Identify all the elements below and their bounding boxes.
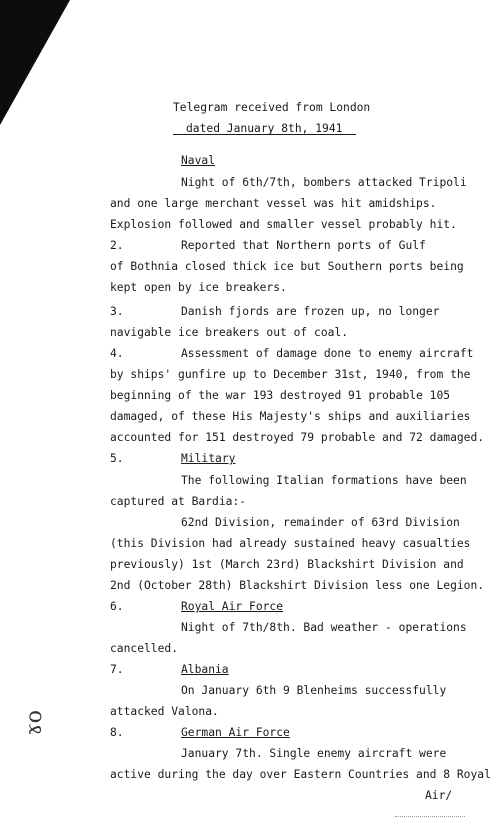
item-number: 4. <box>110 347 124 360</box>
section-heading-naval: Naval <box>181 154 216 167</box>
section-heading-military: Military <box>181 452 236 465</box>
text-line: accounted for 151 destroyed 79 probable and 72 damaged. <box>110 431 485 444</box>
text-line: 2nd (October 28th) Blackshirt Division less one Legion. <box>110 579 485 592</box>
text-line: Night of 7th/8th. Bad weather - operations <box>181 621 467 634</box>
text-line: Reported that Northern ports of Gulf <box>181 239 426 252</box>
text-line: (this Division had already sustained heavy casualties <box>110 537 471 550</box>
header-underline <box>173 134 356 135</box>
text-line: kept open by ice breakers. <box>110 281 287 294</box>
item-number: 7. <box>110 663 124 676</box>
item-number: 8. <box>110 726 124 739</box>
section-heading-german-air-force: German Air Force <box>181 726 290 739</box>
text-line: Danish fjords are frozen up, no longer <box>181 305 440 318</box>
catchword: Air/ <box>425 789 453 802</box>
text-line: On January 6th 9 Blenheims successfully <box>181 684 447 697</box>
faint-scan-marks <box>395 806 465 817</box>
text-line: January 7th. Single enemy aircraft were <box>181 747 447 760</box>
handwritten-page-mark: ɤo <box>21 709 48 737</box>
text-line: active during the day over Eastern Countries and 8 Royal <box>110 768 491 781</box>
black-corner-fold <box>0 0 70 125</box>
text-line: beginning of the war 193 destroyed 91 probable 105 <box>110 389 451 402</box>
text-line: of Bothnia closed thick ice but Southern ports being <box>110 260 464 273</box>
header-line-2: dated January 8th, 1941 <box>186 122 343 135</box>
text-line: damaged, of these His Majesty's ships and auxiliaries <box>110 410 471 423</box>
section-heading-royal-air-force: Royal Air Force <box>181 600 284 613</box>
text-line: attacked Valona. <box>110 705 219 718</box>
text-line: Assessment of damage done to enemy aircraft <box>181 347 474 360</box>
text-line: cancelled. <box>110 642 179 655</box>
header-line-1: Telegram received from London <box>173 101 371 114</box>
text-line: and one large merchant vessel was hit amidships. <box>110 197 437 210</box>
text-line: captured at Bardia:- <box>110 495 247 508</box>
item-number: 6. <box>110 600 124 613</box>
text-line: navigable ice breakers out of coal. <box>110 326 349 339</box>
section-heading-albania: Albania <box>181 663 229 676</box>
item-number: 5. <box>110 452 124 465</box>
text-line: Night of 6th/7th, bombers attacked Tripoli <box>181 176 467 189</box>
item-number: 3. <box>110 305 124 318</box>
text-line: 62nd Division, remainder of 63rd Division <box>181 516 460 529</box>
text-line: previously) 1st (March 23rd) Blackshirt Division and <box>110 558 464 571</box>
text-line: by ships' gunfire up to December 31st, 1940, from the <box>110 368 471 381</box>
text-line: The following Italian formations have been <box>181 474 467 487</box>
item-number: 2. <box>110 239 124 252</box>
text-line: Explosion followed and smaller vessel probably hit. <box>110 218 457 231</box>
